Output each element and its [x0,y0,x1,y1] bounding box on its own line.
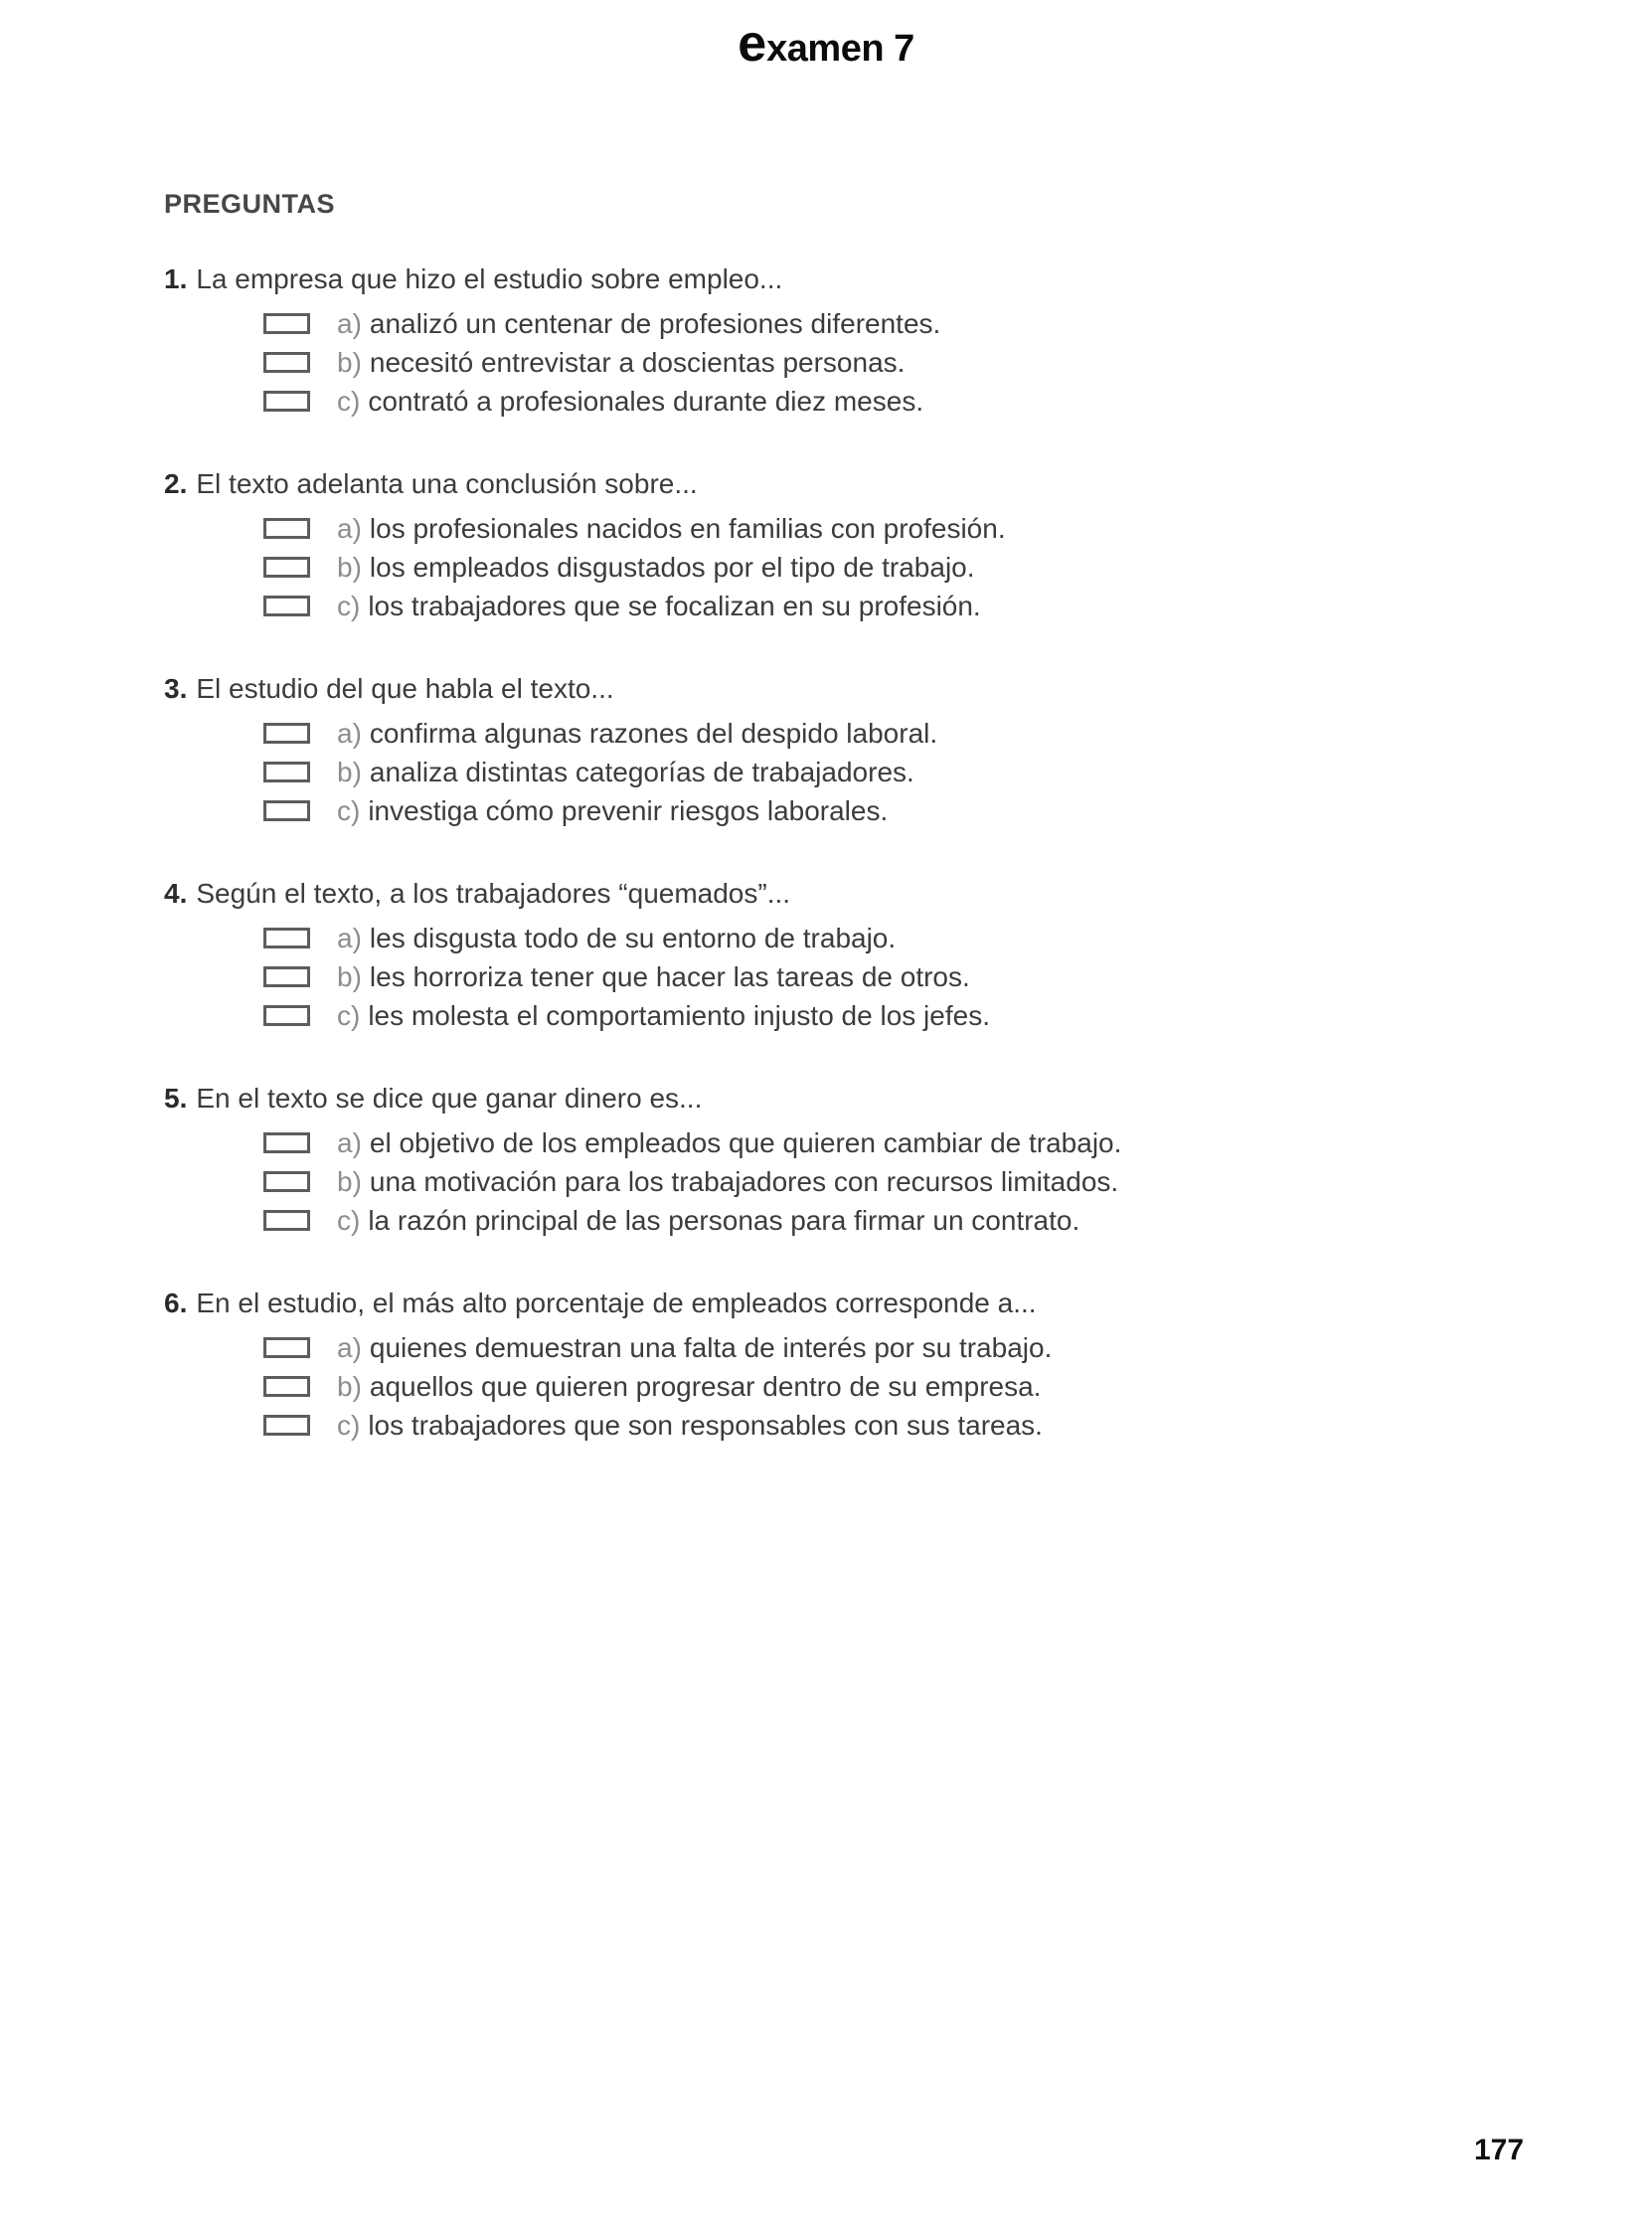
question-item-6 [164,1284,1337,1445]
option-letter: a) [337,512,362,544]
question-text [164,669,1337,709]
question-text [164,874,1337,914]
page-title-initial: e [738,15,767,73]
option-letter: a) [337,922,362,953]
option-letter: b) [337,346,362,378]
answer-option [164,1201,1337,1240]
option-letter: a) [337,307,362,339]
option-letter: b) [337,1165,362,1197]
option-text: aquellos que quieren progresar dentro de su empresa. [369,1370,1042,1402]
answer-option [164,304,1337,343]
option-text: necesitó entrevistar a doscientas personas. [369,346,906,378]
answer-option [164,957,1337,996]
question-number: 2. [164,468,188,499]
option-text: el objetivo de los empleados que quieren cambiar de trabajo. [369,1126,1122,1158]
question-text [164,464,1337,504]
question-statement: El estudio del que habla el texto... [196,673,614,704]
answer-checkbox[interactable] [263,391,310,412]
option-text: los empleados disgustados por el tipo de trabajo. [369,551,975,583]
answer-checkbox[interactable] [263,596,310,616]
option-text: los trabajadores que se focalizan en su profesión. [368,590,981,621]
question-statement: El texto adelanta una conclusión sobre... [196,468,698,499]
section-heading: PREGUNTAS [164,189,336,219]
option-letter: b) [337,756,362,787]
answer-checkbox[interactable] [263,1005,310,1026]
answer-option [164,919,1337,957]
question-item-2 [164,464,1337,625]
question-statement: En el texto se dice que ganar dinero es... [196,1083,703,1114]
question-number: 3. [164,673,188,704]
option-letter: a) [337,1331,362,1363]
option-letter: b) [337,551,362,583]
questions-section [164,189,1337,1488]
option-text: una motivación para los trabajadores con recursos limitados. [369,1165,1119,1197]
answer-option [164,587,1337,625]
question-text [164,259,1337,299]
answer-option [164,791,1337,830]
option-text: investiga cómo prevenir riesgos laborales. [368,794,889,826]
question-item-5 [164,1079,1337,1240]
answer-checkbox[interactable] [263,1171,310,1192]
question-statement: En el estudio, el más alto porcentaje de empleados corresponde a... [196,1288,1037,1318]
option-letter: a) [337,717,362,749]
option-letter: c) [337,590,361,621]
answer-option [164,1367,1337,1406]
page-number: 177 [1474,2134,1525,2166]
answer-checkbox[interactable] [263,1415,310,1436]
answer-option [164,509,1337,548]
answer-checkbox[interactable] [263,800,310,821]
answer-checkbox[interactable] [263,1376,310,1397]
option-letter: b) [337,1370,362,1402]
option-letter: c) [337,1409,361,1441]
option-text: los trabajadores que son responsables con sus tareas. [368,1409,1043,1441]
answer-checkbox[interactable] [263,966,310,987]
option-text: los profesionales nacidos en familias con profesión. [369,512,1006,544]
answer-checkbox[interactable] [263,313,310,334]
answer-option [164,996,1337,1035]
option-letter: a) [337,1126,362,1158]
answer-checkbox[interactable] [263,1210,310,1231]
option-text: quienes demuestran una falta de interés por su trabajo. [369,1331,1053,1363]
answer-option [164,753,1337,791]
question-number: 1. [164,263,188,294]
answer-option [164,1162,1337,1201]
option-text: analiza distintas categorías de trabajadores. [369,756,914,787]
question-number: 5. [164,1083,188,1114]
question-statement: Según el texto, a los trabajadores “quemados”... [196,878,791,909]
question-number: 4. [164,878,188,909]
option-text: analizó un centenar de profesiones diferentes. [369,307,941,339]
answer-option [164,1328,1337,1367]
question-text [164,1284,1337,1323]
question-item-1 [164,259,1337,421]
question-statement: La empresa que hizo el estudio sobre empleo... [196,263,783,294]
option-text: contrató a profesionales durante diez meses. [368,385,924,417]
answer-option [164,548,1337,587]
answer-checkbox[interactable] [263,352,310,373]
answer-checkbox[interactable] [263,1132,310,1153]
answer-checkbox[interactable] [263,518,310,539]
option-text: les horroriza tener que hacer las tareas de otros. [369,960,970,992]
answer-option [164,382,1337,421]
option-letter: c) [337,385,361,417]
page-title-rest: xamen 7 [766,28,914,70]
question-text [164,1079,1337,1118]
option-text: la razón principal de las personas para firmar un contrato. [368,1204,1080,1236]
answer-checkbox[interactable] [263,928,310,948]
answer-option [164,714,1337,753]
page-title [0,15,1652,73]
answer-option [164,343,1337,382]
option-text: les molesta el comportamiento injusto de los jefes. [368,999,990,1031]
question-number: 6. [164,1288,188,1318]
option-letter: c) [337,999,361,1031]
answer-checkbox[interactable] [263,762,310,782]
question-item-4 [164,874,1337,1035]
answer-option [164,1406,1337,1445]
answer-option [164,1123,1337,1162]
answer-checkbox[interactable] [263,1337,310,1358]
answer-checkbox[interactable] [263,557,310,578]
answer-checkbox[interactable] [263,723,310,744]
option-text: les disgusta todo de su entorno de trabajo. [369,922,897,953]
question-item-3 [164,669,1337,830]
option-letter: c) [337,1204,361,1236]
option-letter: c) [337,794,361,826]
option-text: confirma algunas razones del despido laboral. [369,717,938,749]
option-letter: b) [337,960,362,992]
